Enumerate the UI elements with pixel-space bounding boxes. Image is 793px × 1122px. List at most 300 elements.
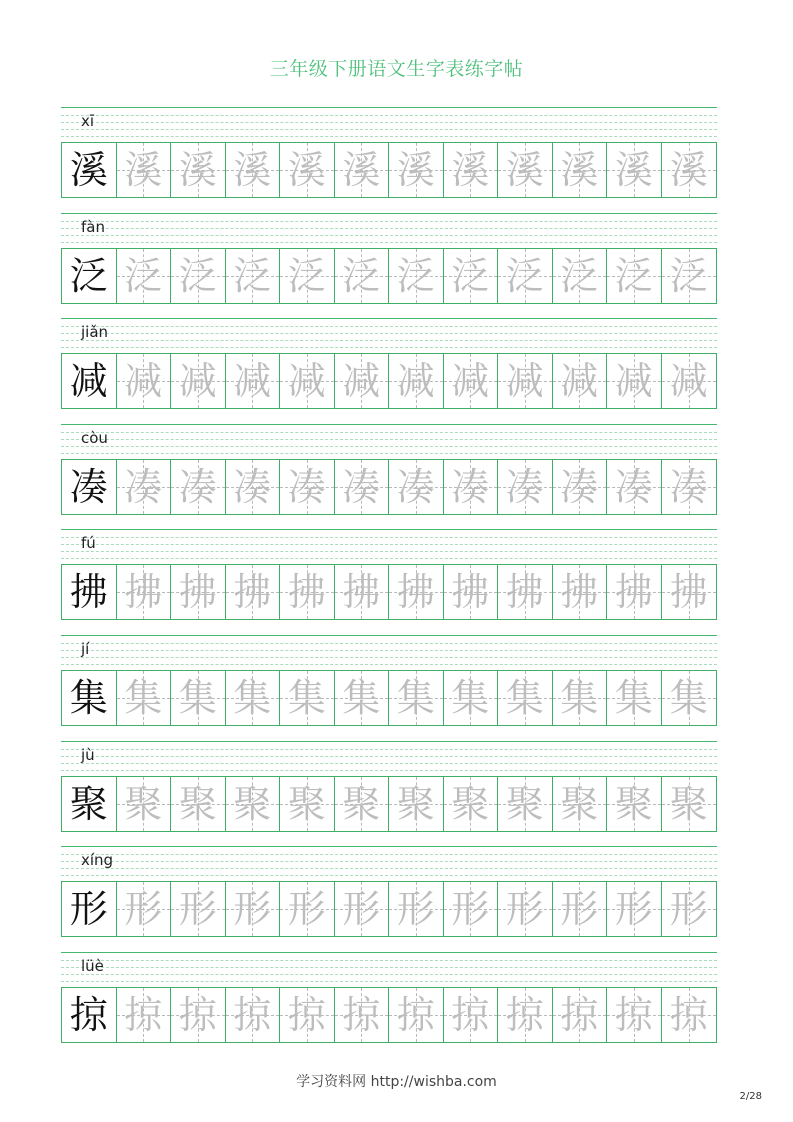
trace-character: 集 xyxy=(342,676,381,720)
trace-character: 溪 xyxy=(342,148,381,192)
model-character-cell xyxy=(62,143,117,197)
trace-character-cell xyxy=(553,988,608,1042)
tianzige-grid xyxy=(61,353,717,409)
trace-character: 聚 xyxy=(560,781,599,826)
trace-character: 凑 xyxy=(505,464,544,509)
trace-character: 凑 xyxy=(233,464,272,509)
trace-character-cell xyxy=(335,671,390,725)
trace-character: 拂 xyxy=(451,570,490,615)
model-character-cell xyxy=(62,249,117,303)
guide-line xyxy=(61,115,717,116)
guide-line xyxy=(61,635,717,636)
trace-character-cell xyxy=(335,777,390,831)
trace-character: 溪 xyxy=(669,148,708,192)
pinyin-label: fàn xyxy=(81,217,105,236)
trace-character: 减 xyxy=(560,359,599,404)
guide-line xyxy=(61,770,717,771)
trace-character-cell xyxy=(117,354,172,408)
trace-character-cell xyxy=(226,777,281,831)
guide-line xyxy=(61,221,717,222)
trace-character-cell xyxy=(171,565,226,619)
trace-character-cell xyxy=(498,882,553,936)
trace-character-cell xyxy=(280,671,335,725)
trace-character-cell xyxy=(498,671,553,725)
trace-character: 溪 xyxy=(178,148,217,192)
model-character: 拂 xyxy=(69,570,108,615)
guide-line xyxy=(61,228,717,229)
guide-line xyxy=(61,213,717,214)
trace-character: 集 xyxy=(233,676,272,720)
trace-character-cell xyxy=(662,143,717,197)
trace-character-cell xyxy=(498,565,553,619)
guide-line xyxy=(61,974,717,975)
trace-character-cell xyxy=(226,143,281,197)
trace-character: 溪 xyxy=(505,148,544,192)
trace-character: 形 xyxy=(396,887,435,932)
trace-character: 凑 xyxy=(178,464,217,509)
practice-row xyxy=(61,424,717,526)
pinyin-guide-lines xyxy=(61,846,717,879)
guide-line xyxy=(61,333,717,334)
trace-character: 溪 xyxy=(124,148,163,192)
trace-character-cell xyxy=(553,249,608,303)
trace-character: 溪 xyxy=(233,148,272,192)
trace-character: 聚 xyxy=(451,781,490,826)
trace-character: 凑 xyxy=(396,464,435,509)
trace-character: 聚 xyxy=(505,781,544,826)
trace-character: 形 xyxy=(505,887,544,932)
trace-character-cell xyxy=(607,565,662,619)
guide-line xyxy=(61,861,717,862)
trace-character: 形 xyxy=(124,887,163,932)
guide-line xyxy=(61,960,717,961)
trace-character: 凑 xyxy=(287,464,326,509)
trace-character-cell xyxy=(280,143,335,197)
trace-character-cell xyxy=(117,460,172,514)
trace-character: 泛 xyxy=(669,253,708,298)
trace-character-cell xyxy=(117,777,172,831)
tianzige-grid xyxy=(61,564,717,620)
guide-line xyxy=(61,446,717,447)
guide-line xyxy=(61,340,717,341)
guide-line xyxy=(61,749,717,750)
guide-line xyxy=(61,136,717,137)
trace-character: 聚 xyxy=(669,781,708,826)
trace-character: 掠 xyxy=(396,992,435,1037)
trace-character-cell xyxy=(607,671,662,725)
trace-character: 聚 xyxy=(614,781,653,826)
guide-line xyxy=(61,318,717,319)
trace-character: 凑 xyxy=(342,464,381,509)
model-character: 溪 xyxy=(69,148,108,192)
trace-character: 聚 xyxy=(396,781,435,826)
guide-line xyxy=(61,107,717,108)
trace-character: 形 xyxy=(451,887,490,932)
guide-line xyxy=(61,763,717,764)
trace-character-cell xyxy=(226,671,281,725)
trace-character: 凑 xyxy=(669,464,708,509)
trace-character-cell xyxy=(498,143,553,197)
trace-character-cell xyxy=(662,460,717,514)
trace-character-cell xyxy=(171,460,226,514)
trace-character-cell xyxy=(117,882,172,936)
trace-character: 掠 xyxy=(560,992,599,1037)
trace-character-cell xyxy=(335,249,390,303)
pinyin-guide-lines xyxy=(61,424,717,457)
guide-line xyxy=(61,122,717,123)
trace-character-cell xyxy=(553,354,608,408)
guide-line xyxy=(61,326,717,327)
trace-character: 拂 xyxy=(342,570,381,615)
footer-source: 学习资料网 http://wishba.com xyxy=(296,1074,497,1090)
trace-character: 拂 xyxy=(505,570,544,615)
trace-character: 减 xyxy=(233,359,272,404)
trace-character: 集 xyxy=(124,676,163,720)
trace-character: 泛 xyxy=(342,253,381,298)
guide-line xyxy=(61,875,717,876)
trace-character-cell xyxy=(662,565,717,619)
practice-row xyxy=(61,107,717,209)
trace-character: 掠 xyxy=(342,992,381,1037)
trace-character: 形 xyxy=(178,887,217,932)
trace-character-cell xyxy=(280,777,335,831)
trace-character: 泛 xyxy=(287,253,326,298)
trace-character-cell xyxy=(498,354,553,408)
trace-character-cell xyxy=(171,882,226,936)
trace-character: 聚 xyxy=(342,781,381,826)
trace-character: 凑 xyxy=(124,464,163,509)
guide-line xyxy=(61,952,717,953)
trace-character: 溪 xyxy=(396,148,435,192)
trace-character: 集 xyxy=(178,676,217,720)
guide-line xyxy=(61,967,717,968)
model-character: 凑 xyxy=(69,464,108,509)
trace-character-cell xyxy=(662,249,717,303)
model-character-cell xyxy=(62,671,117,725)
trace-character: 减 xyxy=(451,359,490,404)
guide-line xyxy=(61,235,717,236)
guide-line xyxy=(61,558,717,559)
pinyin-guide-lines xyxy=(61,107,717,140)
guide-line xyxy=(61,529,717,530)
trace-character: 溪 xyxy=(451,148,490,192)
guide-line xyxy=(61,664,717,665)
trace-character: 溪 xyxy=(560,148,599,192)
pinyin-guide-lines xyxy=(61,741,717,774)
trace-character-cell xyxy=(498,460,553,514)
trace-character: 减 xyxy=(505,359,544,404)
trace-character: 形 xyxy=(233,887,272,932)
trace-character-cell xyxy=(444,988,499,1042)
trace-character-cell xyxy=(498,988,553,1042)
trace-character: 泛 xyxy=(233,253,272,298)
trace-character: 拂 xyxy=(396,570,435,615)
tianzige-grid xyxy=(61,248,717,304)
trace-character: 掠 xyxy=(287,992,326,1037)
pinyin-label: fú xyxy=(81,534,96,553)
pinyin-guide-lines xyxy=(61,213,717,246)
guide-line xyxy=(61,756,717,757)
trace-character: 减 xyxy=(287,359,326,404)
trace-character-cell xyxy=(335,988,390,1042)
model-character: 掠 xyxy=(69,992,108,1037)
trace-character-cell xyxy=(444,777,499,831)
model-character-cell xyxy=(62,354,117,408)
practice-row xyxy=(61,318,717,420)
trace-character: 泛 xyxy=(124,253,163,298)
trace-character: 聚 xyxy=(178,781,217,826)
guide-line xyxy=(61,424,717,425)
trace-character-cell xyxy=(280,354,335,408)
trace-character-cell xyxy=(171,777,226,831)
trace-character-cell xyxy=(335,882,390,936)
trace-character: 形 xyxy=(287,887,326,932)
trace-character: 掠 xyxy=(178,992,217,1037)
trace-character: 泛 xyxy=(614,253,653,298)
trace-character: 溪 xyxy=(614,148,653,192)
trace-character: 掠 xyxy=(614,992,653,1037)
trace-character: 掠 xyxy=(124,992,163,1037)
trace-character: 拂 xyxy=(669,570,708,615)
trace-character-cell xyxy=(389,882,444,936)
trace-character: 集 xyxy=(287,676,326,720)
trace-character: 聚 xyxy=(124,781,163,826)
trace-character-cell xyxy=(389,988,444,1042)
guide-line xyxy=(61,453,717,454)
practice-row xyxy=(61,952,717,1054)
model-character: 形 xyxy=(69,887,108,932)
trace-character-cell xyxy=(280,249,335,303)
trace-character-cell xyxy=(117,249,172,303)
trace-character-cell xyxy=(171,249,226,303)
trace-character-cell xyxy=(117,671,172,725)
trace-character: 凑 xyxy=(614,464,653,509)
trace-character-cell xyxy=(498,249,553,303)
trace-character: 减 xyxy=(124,359,163,404)
tianzige-grid xyxy=(61,670,717,726)
trace-character: 集 xyxy=(560,676,599,720)
trace-character-cell xyxy=(553,143,608,197)
model-character: 集 xyxy=(69,676,108,720)
pinyin-label: lüè xyxy=(81,956,104,975)
trace-character: 泛 xyxy=(560,253,599,298)
trace-character: 凑 xyxy=(451,464,490,509)
guide-line xyxy=(61,657,717,658)
guide-line xyxy=(61,537,717,538)
guide-line xyxy=(61,643,717,644)
trace-character-cell xyxy=(389,565,444,619)
trace-character: 减 xyxy=(342,359,381,404)
trace-character-cell xyxy=(662,671,717,725)
trace-character-cell xyxy=(171,671,226,725)
trace-character-cell xyxy=(226,565,281,619)
trace-character: 形 xyxy=(669,887,708,932)
trace-character-cell xyxy=(498,777,553,831)
trace-character-cell xyxy=(226,988,281,1042)
trace-character: 集 xyxy=(669,676,708,720)
trace-character-cell xyxy=(389,249,444,303)
trace-character: 减 xyxy=(396,359,435,404)
trace-character-cell xyxy=(607,143,662,197)
model-character: 减 xyxy=(69,359,108,404)
pinyin-label: jiǎn xyxy=(81,323,109,342)
trace-character-cell xyxy=(553,777,608,831)
page-title: 三年级下册语文生字表练字帖 xyxy=(269,58,524,80)
trace-character-cell xyxy=(662,354,717,408)
trace-character: 形 xyxy=(614,887,653,932)
trace-character-cell xyxy=(607,354,662,408)
tianzige-grid xyxy=(61,776,717,832)
guide-line xyxy=(61,981,717,982)
pinyin-guide-lines xyxy=(61,529,717,562)
trace-character-cell xyxy=(444,671,499,725)
trace-character-cell xyxy=(444,460,499,514)
pinyin-label: jù xyxy=(81,745,95,764)
trace-character: 集 xyxy=(396,676,435,720)
trace-character-cell xyxy=(226,354,281,408)
trace-character-cell xyxy=(553,565,608,619)
pinyin-guide-lines xyxy=(61,635,717,668)
guide-line xyxy=(61,129,717,130)
guide-line xyxy=(61,741,717,742)
trace-character: 泛 xyxy=(505,253,544,298)
guide-line xyxy=(61,650,717,651)
model-character-cell xyxy=(62,565,117,619)
trace-character-cell xyxy=(389,671,444,725)
trace-character-cell xyxy=(389,143,444,197)
guide-line xyxy=(61,347,717,348)
guide-line xyxy=(61,551,717,552)
pinyin-guide-lines xyxy=(61,952,717,985)
trace-character: 拂 xyxy=(560,570,599,615)
trace-character: 减 xyxy=(614,359,653,404)
trace-character-cell xyxy=(553,882,608,936)
trace-character: 溪 xyxy=(287,148,326,192)
trace-character-cell xyxy=(662,882,717,936)
trace-character: 掠 xyxy=(669,992,708,1037)
trace-character-cell xyxy=(280,882,335,936)
trace-character-cell xyxy=(280,565,335,619)
trace-character-cell xyxy=(280,460,335,514)
practice-row xyxy=(61,635,717,737)
trace-character: 形 xyxy=(560,887,599,932)
trace-character-cell xyxy=(117,565,172,619)
model-character-cell xyxy=(62,882,117,936)
trace-character-cell xyxy=(117,988,172,1042)
guide-line xyxy=(61,432,717,433)
guide-line xyxy=(61,854,717,855)
guide-line xyxy=(61,544,717,545)
trace-character: 形 xyxy=(342,887,381,932)
trace-character: 集 xyxy=(505,676,544,720)
trace-character: 泛 xyxy=(451,253,490,298)
trace-character-cell xyxy=(117,143,172,197)
trace-character: 减 xyxy=(669,359,708,404)
trace-character: 集 xyxy=(451,676,490,720)
trace-character: 掠 xyxy=(505,992,544,1037)
trace-character: 拂 xyxy=(178,570,217,615)
trace-character-cell xyxy=(607,460,662,514)
pinyin-label: jí xyxy=(81,640,90,658)
model-character-cell xyxy=(62,460,117,514)
trace-character-cell xyxy=(335,565,390,619)
trace-character-cell xyxy=(662,988,717,1042)
guide-line xyxy=(61,846,717,847)
trace-character: 拂 xyxy=(233,570,272,615)
trace-character-cell xyxy=(607,882,662,936)
trace-character-cell xyxy=(389,460,444,514)
tianzige-grid xyxy=(61,987,717,1043)
trace-character-cell xyxy=(335,354,390,408)
trace-character-cell xyxy=(171,354,226,408)
pinyin-label: còu xyxy=(81,428,108,447)
trace-character: 集 xyxy=(614,676,653,720)
trace-character-cell xyxy=(389,354,444,408)
trace-character-cell xyxy=(553,460,608,514)
trace-character-cell xyxy=(607,249,662,303)
trace-character-cell xyxy=(226,249,281,303)
trace-character-cell xyxy=(389,777,444,831)
guide-line xyxy=(61,439,717,440)
trace-character-cell xyxy=(226,882,281,936)
trace-character-cell xyxy=(444,143,499,197)
trace-character: 拂 xyxy=(287,570,326,615)
trace-character: 凑 xyxy=(560,464,599,509)
trace-character-cell xyxy=(335,143,390,197)
pinyin-label: xíng xyxy=(81,851,114,870)
model-character: 聚 xyxy=(69,781,108,826)
trace-character: 聚 xyxy=(233,781,272,826)
page-number: 2/28 xyxy=(739,1091,762,1102)
tianzige-grid xyxy=(61,459,717,515)
practice-row xyxy=(61,529,717,631)
trace-character-cell xyxy=(171,988,226,1042)
trace-character-cell xyxy=(553,671,608,725)
tianzige-grid xyxy=(61,881,717,937)
practice-row xyxy=(61,741,717,843)
practice-row xyxy=(61,213,717,315)
trace-character-cell xyxy=(226,460,281,514)
model-character-cell xyxy=(62,988,117,1042)
trace-character: 聚 xyxy=(287,781,326,826)
trace-character: 减 xyxy=(178,359,217,404)
trace-character: 拂 xyxy=(614,570,653,615)
practice-row xyxy=(61,846,717,948)
trace-character-cell xyxy=(444,565,499,619)
pinyin-label: xī xyxy=(81,112,95,130)
trace-character: 掠 xyxy=(451,992,490,1037)
trace-character-cell xyxy=(444,249,499,303)
model-character-cell xyxy=(62,777,117,831)
trace-character-cell xyxy=(662,777,717,831)
trace-character: 掠 xyxy=(233,992,272,1037)
trace-character-cell xyxy=(444,354,499,408)
trace-character-cell xyxy=(607,988,662,1042)
trace-character-cell xyxy=(335,460,390,514)
pinyin-guide-lines xyxy=(61,318,717,351)
model-character: 泛 xyxy=(69,253,108,298)
trace-character-cell xyxy=(607,777,662,831)
trace-character-cell xyxy=(444,882,499,936)
trace-character-cell xyxy=(280,988,335,1042)
tianzige-grid xyxy=(61,142,717,198)
trace-character: 泛 xyxy=(178,253,217,298)
trace-character: 拂 xyxy=(124,570,163,615)
trace-character: 泛 xyxy=(396,253,435,298)
guide-line xyxy=(61,242,717,243)
trace-character-cell xyxy=(171,143,226,197)
guide-line xyxy=(61,868,717,869)
